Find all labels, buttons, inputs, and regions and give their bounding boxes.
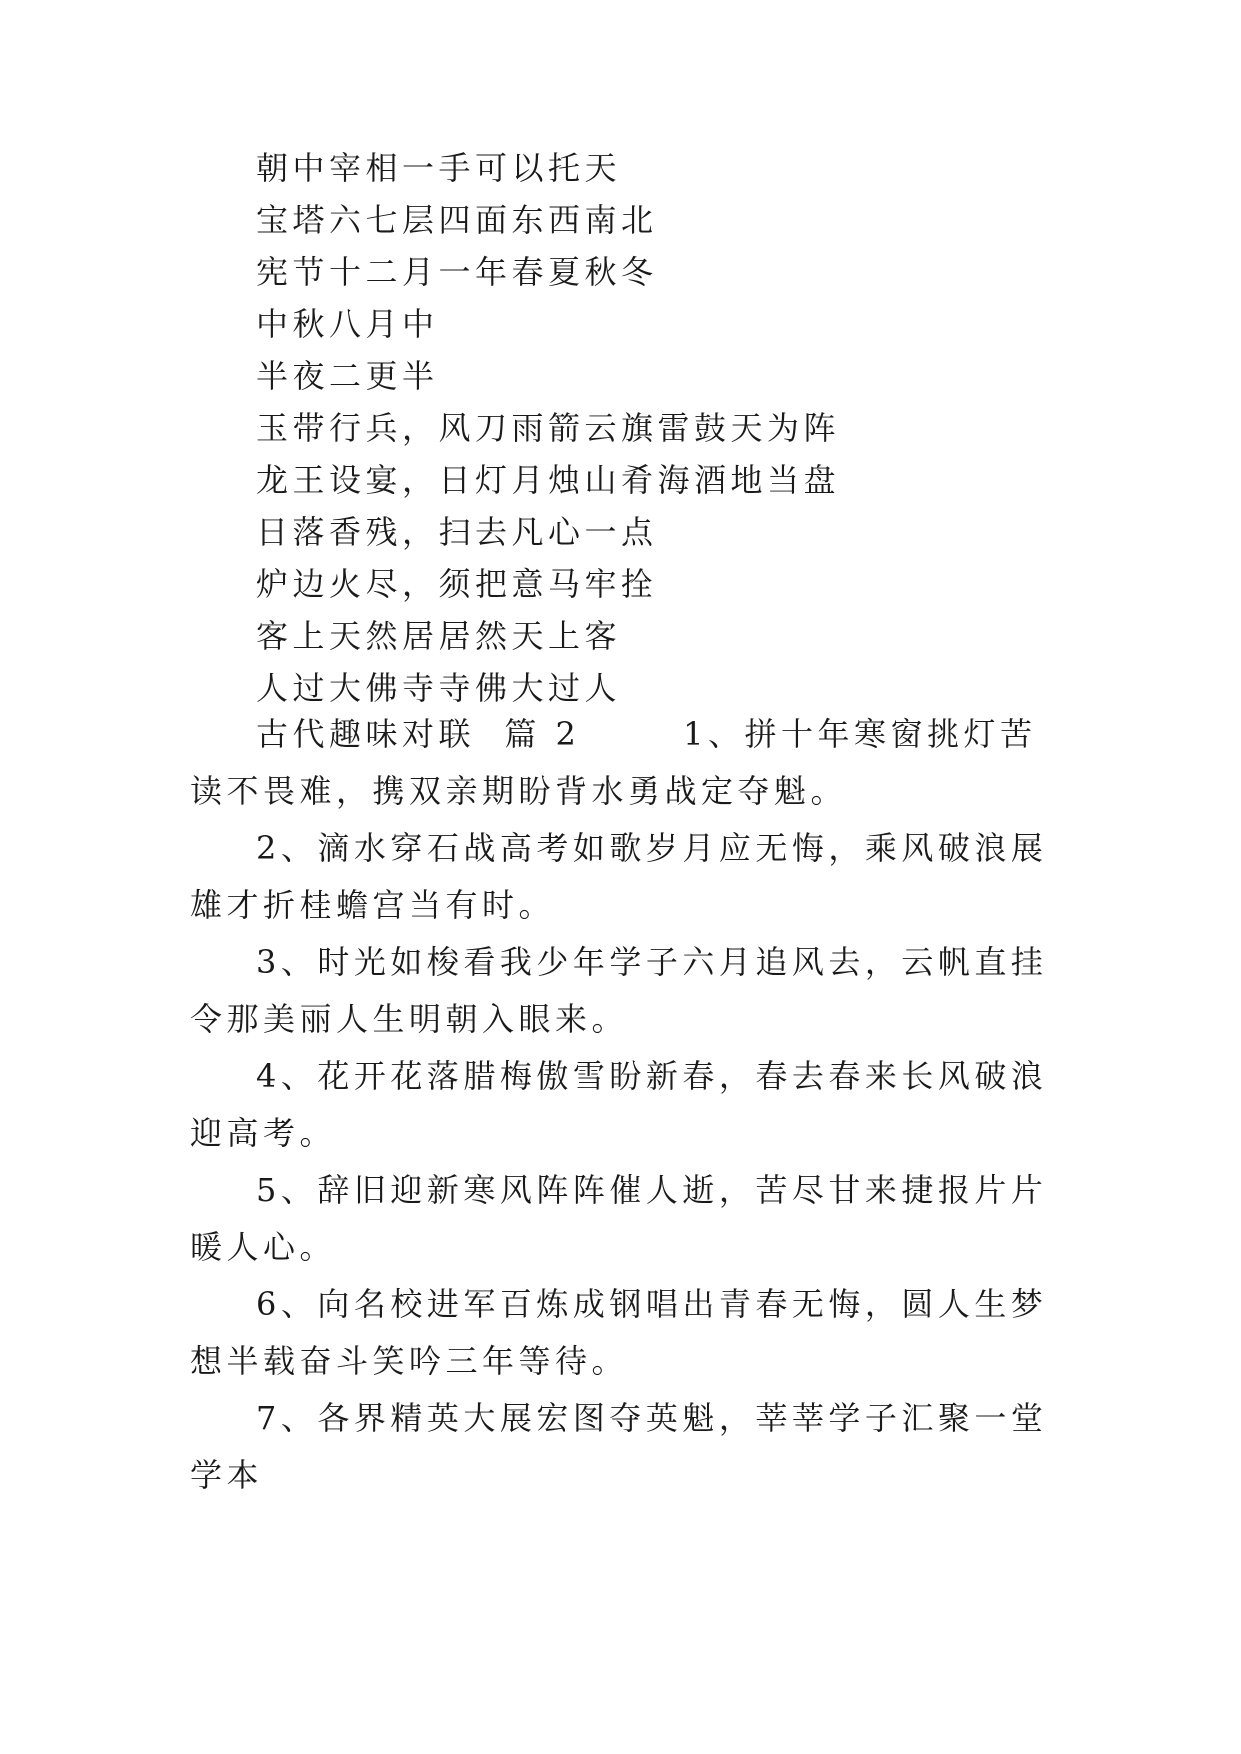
couplet-line: 朝中宰相一手可以托天 <box>256 149 622 187</box>
couplet-line: 半夜二更半 <box>256 357 439 395</box>
couplet-line: 客上天然居居然天上客 <box>256 617 622 655</box>
couplet-line: 炉边火尽，须把意马牢拴 <box>256 565 658 603</box>
section-heading-paragraph: 古代趣味对联 篇 2 1、拼十年寒窗挑灯苦读不畏难，携双亲期盼背水勇战定夺魁。 <box>190 715 1037 810</box>
couplet-paragraph: 4、花开花落腊梅傲雪盼新春，春去春来长风破浪迎高考。 <box>190 1057 1048 1152</box>
couplet-paragraph: 6、向名校进军百炼成钢唱出青春无悔，圆人生梦想半载奋斗笑吟三年等待。 <box>190 1285 1048 1380</box>
couplet-paragraph: 7、各界精英大展宏图夺英魁，莘莘学子汇聚一堂学本 <box>190 1399 1048 1494</box>
couplet-line: 人过大佛寺寺佛大过人 <box>256 669 622 707</box>
couplet-paragraph: 5、辞旧迎新寒风阵阵催人逝，苦尽甘来捷报片片暖人心。 <box>190 1171 1048 1266</box>
couplet-line: 中秋八月中 <box>256 305 439 343</box>
couplet-paragraph: 2、滴水穿石战高考如歌岁月应无悔，乘风破浪展雄才折桂蟾宫当有时。 <box>190 829 1048 924</box>
couplet-paragraph: 3、时光如梭看我少年学子六月追风去，云帆直挂令那美丽人生明朝入眼来。 <box>190 943 1048 1038</box>
couplet-line: 龙王设宴，日灯月烛山肴海酒地当盘 <box>256 461 841 499</box>
couplet-line: 宪节十二月一年春夏秋冬 <box>256 253 658 291</box>
couplet-line: 宝塔六七层四面东西南北 <box>256 201 658 239</box>
couplet-line: 日落香残，扫去凡心一点 <box>256 513 658 551</box>
couplet-line: 玉带行兵，风刀雨箭云旗雷鼓天为阵 <box>256 409 841 447</box>
